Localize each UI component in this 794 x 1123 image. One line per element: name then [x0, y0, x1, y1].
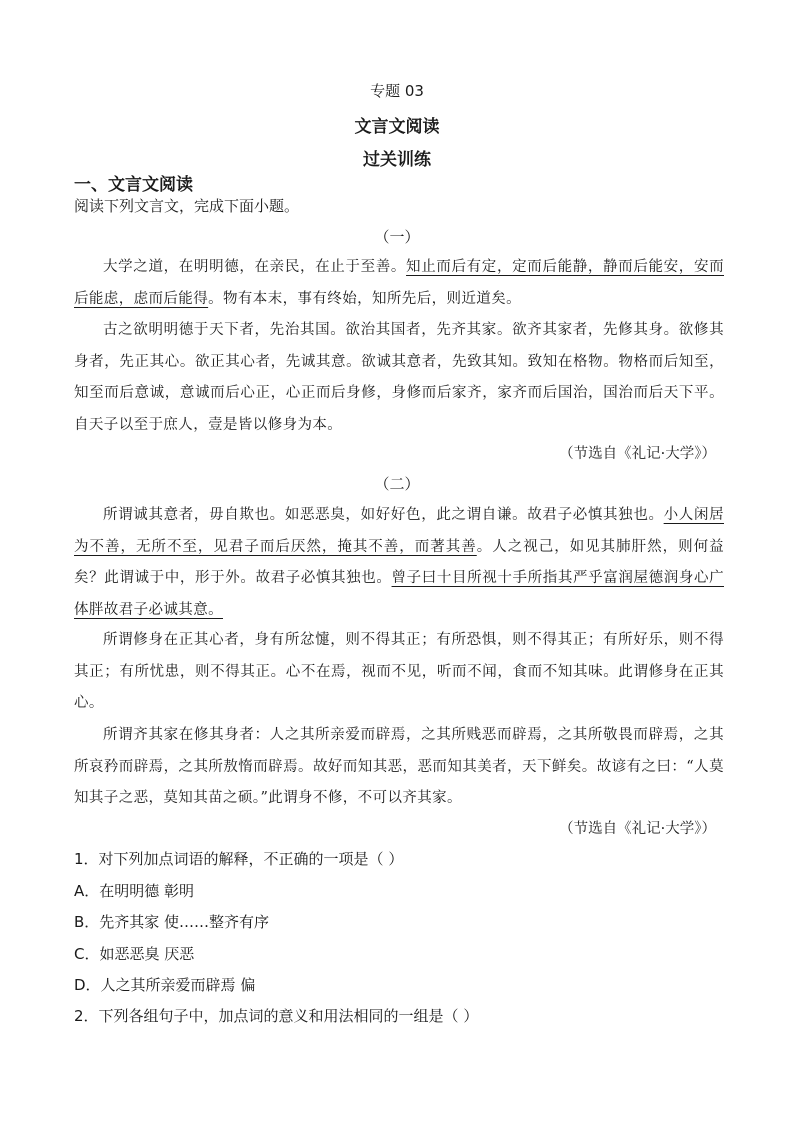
passage2-p1-text-a: 所谓诚其意者，毋自欺也。如恶恶臭，如好好色，此之谓自谦。故君子必慎其独也。 [103, 507, 664, 523]
passage2-p1-text-b: 。人之视己，如见其肺肝然，则何益矣？此谓诚于中，形于外。故君子必慎其独也。 [74, 538, 724, 586]
question1-stem: 1．对下列加点词语的解释，不正确的一项是（ ） [74, 850, 404, 868]
question1-option-b: B．先齐其家 使……整齐有序 [74, 913, 270, 931]
passage1-p1-text-a: 大学之道，在明明德，在亲民，在止于至善。 [103, 259, 407, 275]
passage2-paragraph3: 所谓齐其家在修其身者：人之其所亲爱而辟焉，之其所贱恶而辟焉，之其所敬畏而辟焉，之其所哀矜而辟焉，之其所敖惰而辟焉。故好而知其恶，恶而知其美者，天下鲜矣。故谚有之曰：“人莫知其子之恶，莫知其苗之硕。”此谓身不修，不可以齐其家。 [74, 727, 724, 806]
passage2-p1-underlined-2: 曾子曰十目所视十手所指其严乎富润屋德润身心广体胖故君子必诚其意。 [74, 570, 724, 618]
passage2-label: （二） [374, 475, 420, 493]
passage1-p1-text-b: 。物有本末，事有终始，知所先后，则近道矣。 [208, 290, 522, 307]
page-title: 文言文阅读 [354, 117, 440, 137]
passage2-source: （节选自《礼记·大学》） [559, 821, 716, 837]
topic-number: 专题 03 [370, 82, 424, 100]
question1-option-c: C．如恶恶臭 厌恶 [74, 945, 195, 963]
passage1-label: （一） [374, 228, 420, 246]
page-subtitle: 过关训练 [363, 150, 431, 170]
section-heading: 一、文言文阅读 [74, 175, 193, 195]
passage1-paragraph2: 古之欲明明德于天下者，先治其国。欲治其国者，先齐其家。欲齐其家者，先修其身。欲修其身者，先正其心。欲正其心者，先诚其意。欲诚其意者，先致其知。致知在格物。物格而后知至，知至而后意诚，意诚而后心正，心正而后身修，身修而后家齐，家齐而后国治，国治而后天下平。自天子以至于庶人，壹是皆以修身为本。 [74, 322, 724, 433]
question1-option-a: A．在明明德 彰明 [74, 882, 195, 900]
passage1-paragraph1 [74, 252, 724, 315]
passage2-paragraph1 [74, 500, 724, 626]
question1-option-d: D．人之其所亲爱而辟焉 偏 [74, 976, 256, 994]
passage1-p1-underlined: 知止而后有定，定而后能静，静而后能安，安而后能虑，虑而后能得 [74, 259, 724, 307]
instruction-text: 阅读下列文言文，完成下面小题。 [74, 197, 300, 215]
passage2-p1-underlined-1: 小人闲居为不善，无所不至，见君子而后厌然，掩其不善，而著其善 [74, 507, 724, 555]
question2-stem: 2．下列各组句子中，加点词的意义和用法相同的一组是（ ） [74, 1007, 479, 1025]
passage2-paragraph2: 所谓修身在正其心者，身有所忿懥，则不得其正；有所恐惧，则不得其正；有所好乐，则不得其正；有所忧患，则不得其正。心不在焉，视而不见，听而不闻，食而不知其味。此谓修身在正其心。 [74, 632, 724, 711]
passage1-source: （节选自《礼记·大学》） [559, 446, 716, 462]
